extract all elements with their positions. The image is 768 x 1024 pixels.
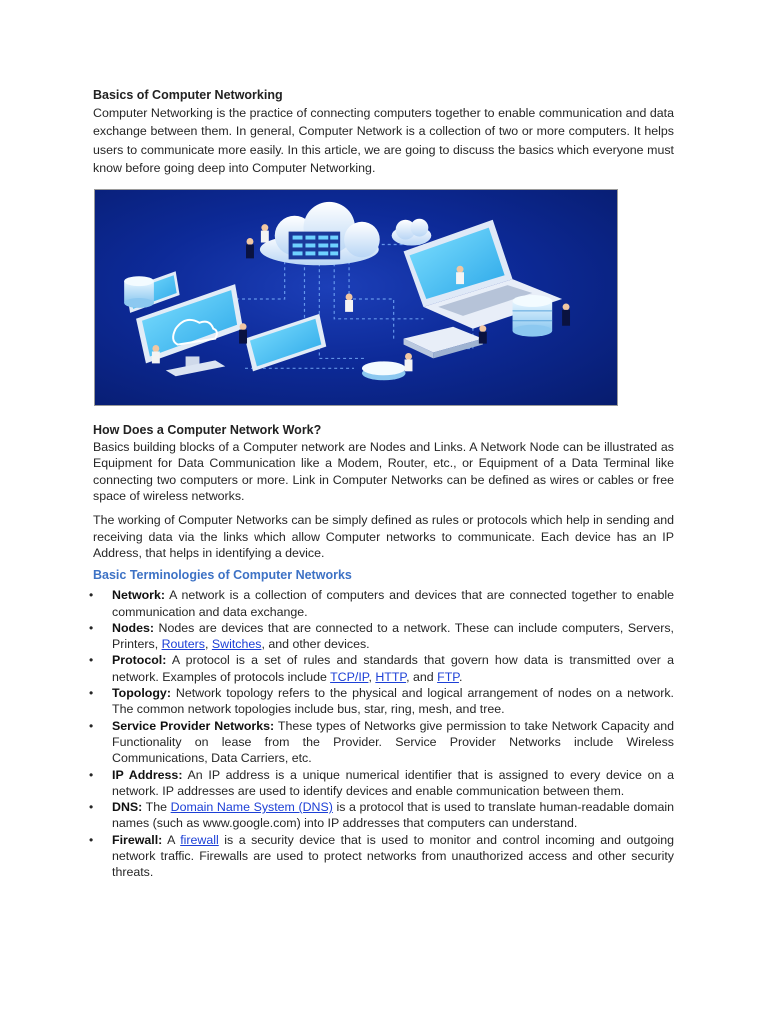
list-item	[89, 718, 674, 767]
term-text: is a security device that is used to monitor and control incoming and outgoing network traffic. Firewalls are used to protect networks from unauthorized access and other security threats.	[112, 832, 675, 880]
intro-paragraph: Computer Networking is the practice of connecting computers together to enable communication and data exchange between them. In general, Computer Network is a collection of two or more computers. It helps users to communicate more easily. In this article, we are going to discuss the basics which everyone must know before going deep into Computer Networking.	[93, 106, 674, 175]
http-link[interactable]: HTTP	[375, 669, 407, 684]
term-text: ,	[204, 637, 212, 652]
bullet-icon: •	[89, 686, 94, 701]
term-text: An IP address is a unique numerical identifier that is assigned to every device on a network. IP addresses are used to identify devices and enable communication between them.	[112, 767, 674, 798]
term-text: The	[142, 800, 171, 815]
list-item	[89, 587, 674, 620]
term-label: DNS:	[112, 800, 143, 815]
term-text: Nodes are devices that are connected to a network. These can include computers, Servers, Printers,	[112, 620, 674, 652]
list-item	[89, 832, 675, 881]
term-label: Protocol:	[112, 653, 167, 668]
term-label: IP Address:	[112, 767, 183, 782]
term-label: Nodes:	[112, 620, 154, 635]
bullet-icon: •	[89, 588, 94, 603]
how-works-paragraph-1: Basics building blocks of a Computer network are Nodes and Links. A Network Node can be illustrated as Equipment for Data Communication like a Modem, Router, etc., or Equipment of a Data Terminal like connecting two computers or more. Link in Computer Networks can be defined as wires or cables or free space of wireless networks.	[93, 440, 674, 504]
bullet-icon: •	[89, 832, 94, 847]
how-works-paragraph-2: The working of Computer Networks can be simply defined as rules or protocols which help in sending and receiving data via the links which allow Computer networks to communicate. Each device has an IP Address, that helps in identifying a device.	[93, 513, 674, 560]
list-item	[89, 620, 674, 653]
network-illustration	[94, 189, 618, 406]
routers-link[interactable]: Routers	[161, 637, 205, 652]
switches-link[interactable]: Switches	[211, 637, 262, 652]
dns-link[interactable]: Domain Name System (DNS)	[170, 800, 333, 815]
term-label: Firewall:	[112, 832, 163, 847]
database-icon-left	[124, 276, 154, 308]
network-illustration-svg	[95, 190, 617, 405]
database-icon-right	[513, 295, 553, 337]
bullet-icon: •	[89, 653, 94, 668]
list-item	[89, 652, 674, 685]
term-label: Network:	[112, 588, 166, 603]
term-text: is a protocol that is used to translate human-readable domain names (such as www.google.com) into IP addresses that computers can understand.	[112, 800, 674, 831]
document-content	[89, 86, 675, 881]
terminologies-list	[89, 587, 675, 880]
term-text: These types of Networks give permission to take Network Capacity and Functionality on lease from the Provider. Service Provider Networks include Wireless Communications, Data Carriers, etc.	[112, 718, 674, 766]
terminologies-heading: Basic Terminologies of Computer Networks	[93, 568, 352, 583]
term-label: Service Provider Networks:	[112, 718, 275, 733]
disk-stack-icon	[362, 362, 406, 381]
small-cloud-icon	[392, 219, 432, 246]
list-item	[89, 685, 674, 718]
router-icon	[404, 327, 483, 359]
term-text: A	[162, 832, 181, 847]
term-text: , and	[406, 669, 438, 684]
ftp-link[interactable]: FTP	[437, 669, 459, 684]
list-item	[89, 799, 674, 832]
cloud-server-icon	[260, 202, 380, 265]
bullet-icon: •	[89, 767, 94, 782]
tablet-icon	[245, 314, 326, 371]
term-text: .	[458, 669, 463, 684]
section-title-how-works: How Does a Computer Network Work?	[93, 423, 322, 438]
bullet-icon: •	[89, 718, 94, 733]
term-text: A network is a collection of computers and devices that are connected together to enable communication and data exchange.	[112, 588, 674, 619]
term-text: A protocol is a set of rules and standards that govern how data is transmitted over a network. Examples of protocols include	[112, 653, 674, 684]
term-text: Network topology refers to the physical and logical arrangement of nodes on a network. The common network topologies include bus, star, ring, mesh, and tree.	[112, 686, 674, 717]
term-text: ,	[368, 669, 376, 684]
bullet-icon: •	[89, 800, 94, 815]
list-item	[89, 767, 674, 800]
section-title-basics: Basics of Computer Networking	[93, 88, 283, 102]
bullet-icon: •	[89, 620, 94, 635]
tcpip-link[interactable]: TCP/IP	[330, 669, 369, 684]
term-text: , and other devices.	[261, 637, 370, 652]
term-label: Topology:	[112, 686, 171, 701]
firewall-link[interactable]: firewall	[180, 832, 219, 847]
how-network-works-section	[93, 421, 674, 561]
